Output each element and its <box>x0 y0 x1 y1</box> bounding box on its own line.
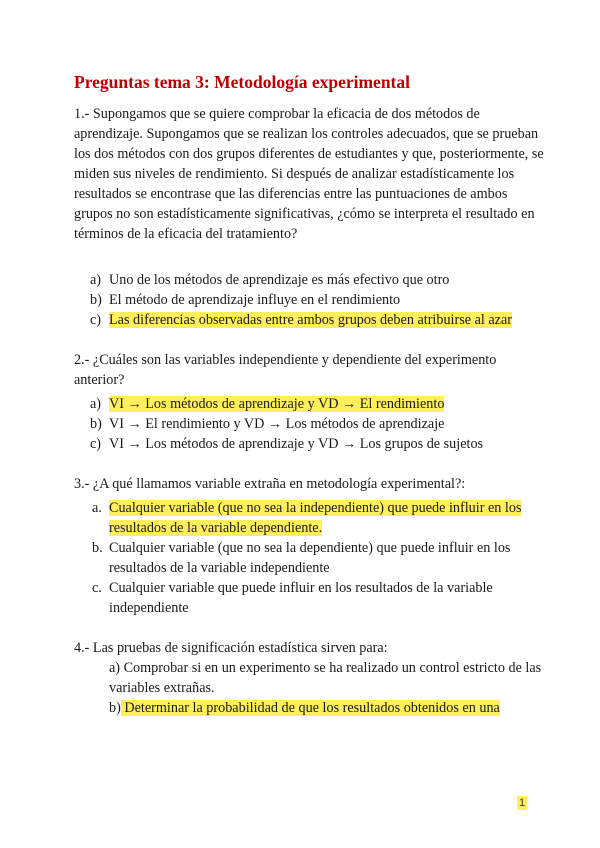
question-1-option-c <box>74 310 544 330</box>
question-4-option-a <box>74 658 544 698</box>
option-marker: a) <box>109 660 121 676</box>
question-3-option-a <box>74 498 544 538</box>
option-marker: c) <box>90 312 102 328</box>
question-2-option-b <box>74 414 544 434</box>
question-2-text: 2.- ¿Cuáles son las variables independiente y dependiente del experimento anterior? <box>74 352 497 388</box>
option-marker: b. <box>92 540 103 556</box>
option-text: Comprobar si en un experimento se ha realizado un control estricto de las variables extrañas. <box>109 660 542 696</box>
question-1-option-a <box>74 270 544 290</box>
highlighted-answer: VI → Los métodos de aprendizaje y VD → El rendimiento <box>109 396 445 412</box>
question-2-option-a <box>74 394 544 414</box>
highlighted-answer: Las diferencias observadas entre ambos grupos deben atribuirse al azar <box>109 312 512 328</box>
option-text: Uno de los métodos de aprendizaje es más efectivo que otro <box>109 272 450 288</box>
option-text: VI → Los métodos de aprendizaje y VD → Los grupos de sujetos <box>109 436 484 452</box>
option-marker: a) <box>90 272 102 288</box>
question-2-options <box>74 394 544 454</box>
question-3-option-b <box>74 538 544 578</box>
highlighted-answer: Cualquier variable (que no sea la independiente) que puede influir en los resultados de la variable dependiente. <box>109 500 522 536</box>
page-number: 1 <box>519 797 526 809</box>
question-4-option-b <box>74 698 544 718</box>
question-3-options <box>74 498 544 618</box>
question-1-options <box>74 270 544 330</box>
highlighted-answer: Determinar la probabilidad de que los resultados obtenidos en una <box>120 700 500 716</box>
question-3-option-c <box>74 578 544 618</box>
option-marker: c. <box>92 580 102 596</box>
option-marker: b) <box>90 416 102 432</box>
question-1-text: 1.- Supongamos que se quiere comprobar la eficacia de dos métodos de aprendizaje. Supongamos que se realizan los controles adecuados, que se prueban los dos métodos con dos grupos diferentes de estudiantes y que, posteriormente, se miden sus niveles de rendimiento. Si después de analizar estadísticamente los resultados se encontrase que las diferencias entre las puntuaciones de ambos grupos no son estadísticamente significativas, ¿cómo se interpreta el resultado en términos de la eficacia del tratamiento? <box>74 106 544 242</box>
option-marker: a) <box>90 396 102 412</box>
question-4-text: 4.- Las pruebas de significación estadística sirven para: <box>74 640 388 656</box>
option-marker: b) <box>109 700 121 716</box>
option-text: VI → El rendimiento y VD → Los métodos de aprendizaje <box>109 416 445 432</box>
question-2-option-c <box>74 434 544 454</box>
question-1-option-b <box>74 290 544 310</box>
question-3-text: 3.- ¿A qué llamamos variable extraña en metodología experimental?: <box>74 476 466 492</box>
option-marker: b) <box>90 292 102 308</box>
option-text: Cualquier variable que puede influir en los resultados de la variable independiente <box>109 580 493 616</box>
document-page <box>74 70 544 718</box>
option-text: El método de aprendizaje influye en el rendimiento <box>109 292 401 308</box>
option-text: Cualquier variable (que no sea la dependiente) que puede influir en los resultados de la variable independiente <box>109 540 511 576</box>
option-marker: c) <box>90 436 102 452</box>
option-marker: a. <box>92 500 102 516</box>
page-title: Preguntas tema 3: Metodología experimental <box>74 72 410 92</box>
